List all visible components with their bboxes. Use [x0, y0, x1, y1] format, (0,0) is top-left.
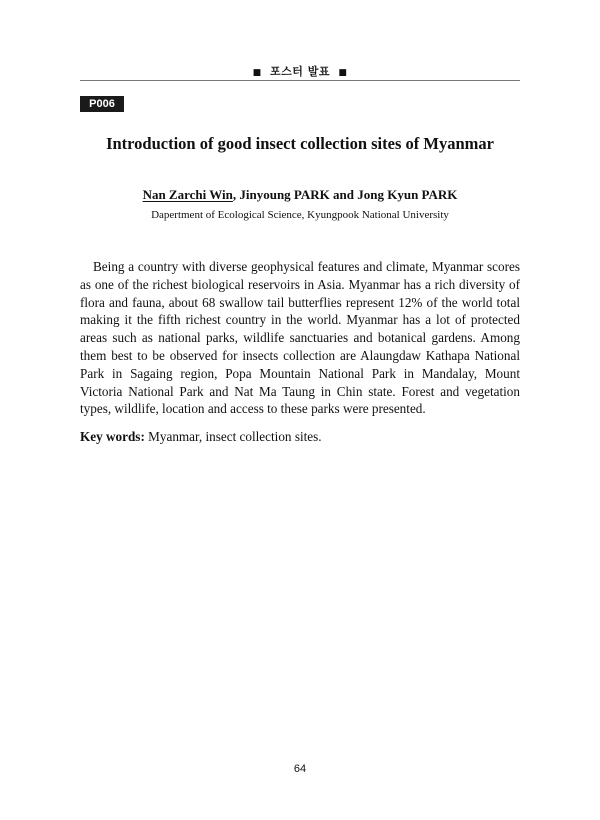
presenting-author: Nan Zarchi Win — [142, 187, 233, 202]
keywords-label: Key words: — [80, 429, 145, 444]
abstract-code-badge: P006 — [80, 96, 124, 112]
keywords — [80, 428, 520, 446]
author-list — [80, 187, 520, 203]
abstract-body: Being a country with diverse geophysical features and climate, Myanmar scores as one of the richest biological reservoirs in Asia. Myanmar has a rich diversity of flora and fauna, about 68 swallow tail butterflies represent 12% of the world total making it the fifth richest country in the world. Myanmar has a lot of protected areas such as national parks, wildlife sanctuaries and botanical gardens. Among them best to be observed for insects collection are Alaungdaw Kathapa National Park in Sagaing region, Popa Mountain National Park in Mandalay, Mount Victoria National Park and Nat Ma Taung in Chin state. Forest and vegetation types, wildlife, location and access to these parks were presented. — [80, 259, 520, 417]
square-bullet-icon: ■ — [252, 68, 262, 78]
section-label: 포스터 발표 — [270, 65, 330, 78]
co-authors: , Jinyoung PARK and Jong Kyun PARK — [232, 187, 458, 202]
running-head — [80, 63, 520, 79]
header-divider — [80, 80, 520, 81]
affiliation: Dapertment of Ecological Science, Kyungpook National University — [151, 209, 449, 221]
page-number: 64 — [293, 763, 307, 775]
paper-title: Introduction of good insect collection sites of Myanmar — [106, 134, 494, 153]
keywords-value: Myanmar, insect collection sites. — [144, 429, 322, 444]
square-bullet-icon: ■ — [338, 68, 348, 78]
